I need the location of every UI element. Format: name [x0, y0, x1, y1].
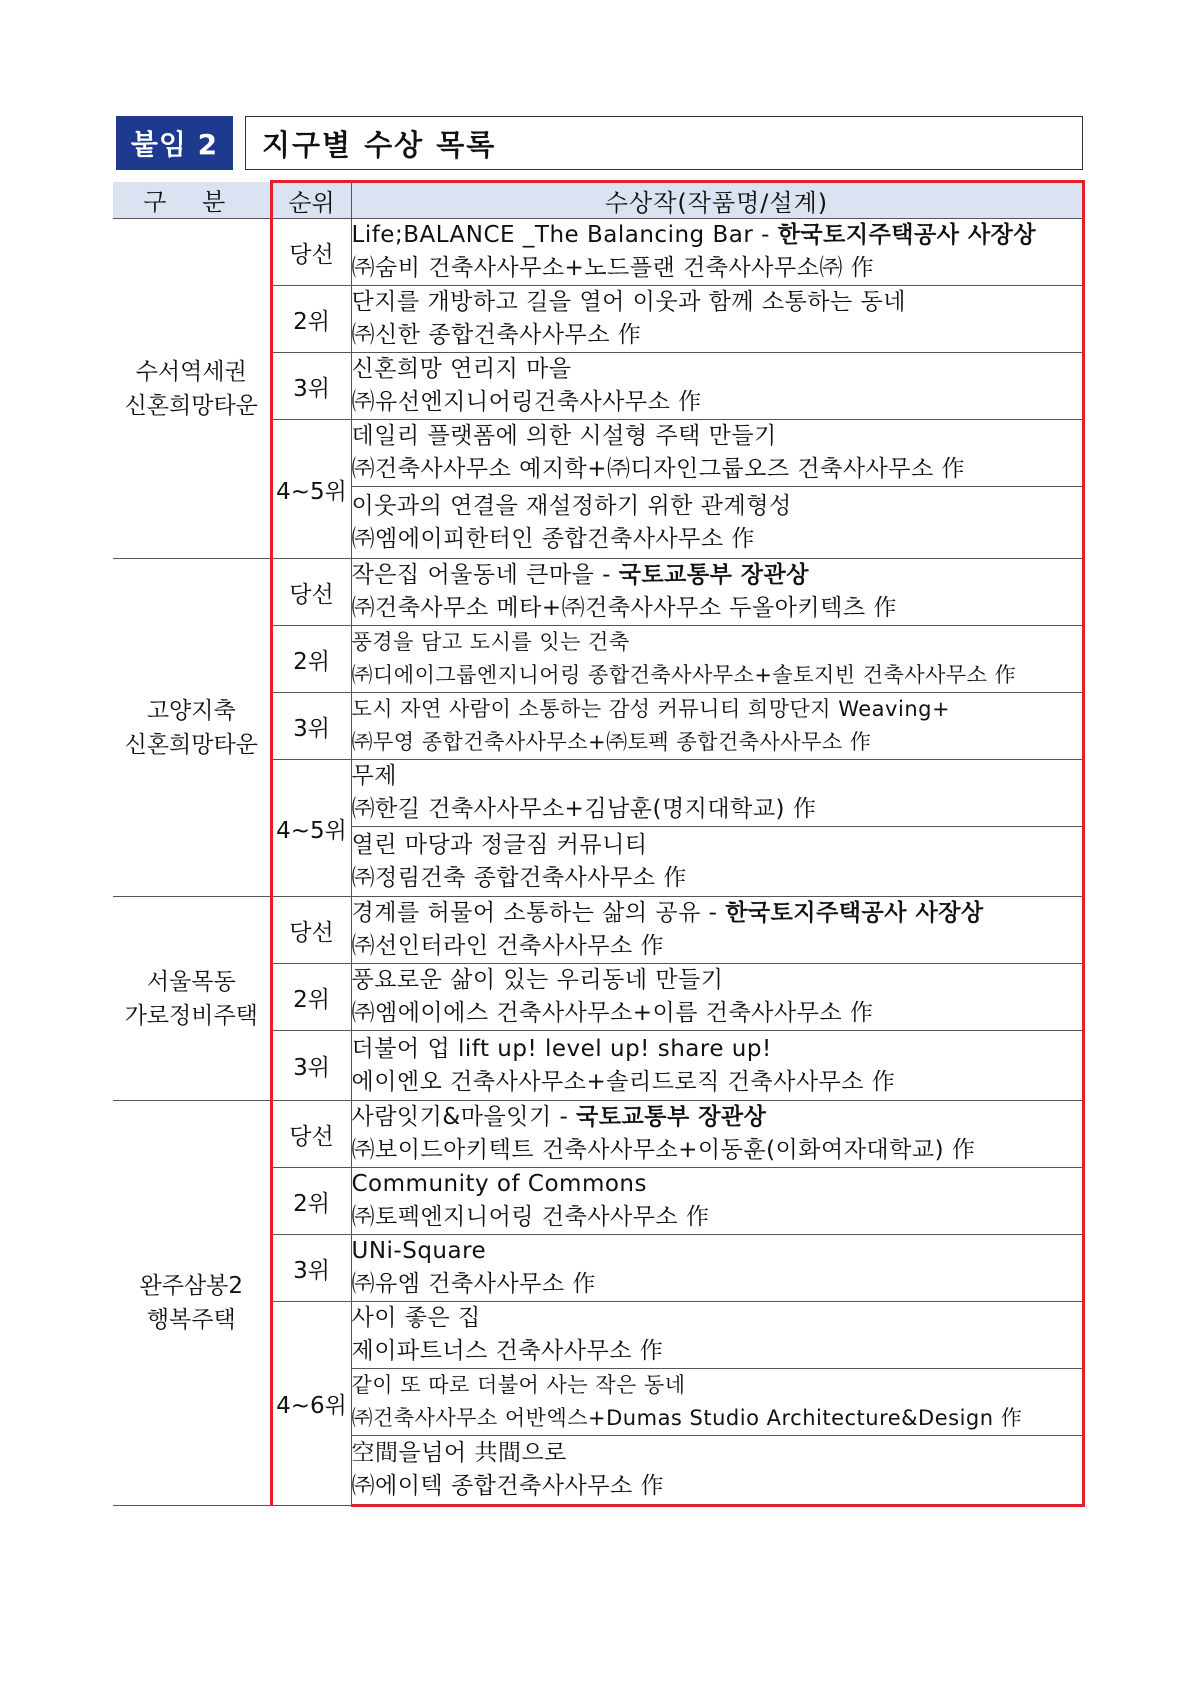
work-designer: ㈜정림건축 종합건축사사무소 作	[351, 864, 687, 891]
work-title: 데일리 플랫폼에 의한 시설형 주택 만들기	[351, 423, 777, 449]
table-row	[113, 1101, 1083, 1168]
award-name: 국토교통부 장관상	[618, 562, 809, 588]
award-name: 국토교통부 장관상	[576, 1104, 767, 1130]
work-title: UNi-Square	[351, 1238, 487, 1264]
work-designer: ㈜엠에이에스 건축사사무소+이름 건축사사무소 作	[351, 1000, 874, 1026]
page-header	[116, 116, 1083, 170]
column-header-work: 수상작(작품명/설계)	[351, 182, 1083, 219]
rank-cell: 4~6위	[271, 1302, 351, 1506]
work-designer: ㈜에이텍 종합건축사사무소 作	[351, 1473, 665, 1499]
work-designer: ㈜엠에이피한터인 종합건축사사무소 作	[351, 525, 755, 552]
work-cell	[351, 1101, 1083, 1168]
work-title: 풍요로운 삶이 있는 우리동네 만들기	[351, 967, 724, 993]
work-cell	[351, 420, 1083, 487]
work-title: 무제	[351, 763, 397, 789]
rank-cell: 2위	[271, 1168, 351, 1235]
division-name: 수서역세권	[135, 358, 247, 385]
attachment-badge: 붙임 2	[116, 116, 233, 170]
work-title: 더불어 업 lift up! level up! share up!	[351, 1035, 772, 1062]
work-cell	[351, 827, 1083, 897]
rank-cell: 4~5위	[271, 760, 351, 897]
work-cell	[351, 1235, 1083, 1302]
rank-cell: 4~5위	[271, 420, 351, 559]
work-designer: ㈜건축사사무소 어반엑스+Dumas Studio Architecture&Design 作	[351, 1406, 1023, 1430]
work-title: 단지를 개방하고 길을 열어 이웃과 함께 소통하는 동네	[351, 289, 906, 315]
work-cell	[351, 897, 1083, 964]
work-title: 사람잇기&마을잇기 -	[351, 1104, 577, 1130]
rank-cell: 당선	[271, 559, 351, 626]
division-cell	[113, 897, 271, 1101]
column-header-division: 구 분	[113, 182, 271, 219]
work-designer: ㈜보이드아키텍트 건축사사무소+이동훈(이화여자대학교) 作	[351, 1137, 976, 1163]
awards-table	[113, 180, 1085, 1507]
award-name: 한국토지주택공사 사장상	[725, 900, 984, 926]
division-type: 행복주택	[146, 1307, 236, 1333]
division-type: 가로정비주택	[124, 1002, 258, 1029]
work-designer: ㈜디에이그룹엔지니어링 종합건축사사무소+솔토지빈 건축사사무소 作	[351, 663, 1017, 687]
work-title: 사이 좋은 집	[351, 1305, 481, 1331]
rank-cell: 당선	[271, 897, 351, 964]
work-title: 도시 자연 사람이 소통하는 감성 커뮤니티 희망단지 Weaving+	[351, 697, 951, 721]
rank-cell: 3위	[271, 353, 351, 420]
work-title: 空間을넘어 共間으로	[351, 1440, 567, 1466]
column-header-rank: 순위	[271, 182, 351, 219]
work-designer: ㈜건축사사무소 예지학+㈜디자인그룹오즈 건축사사무소 作	[351, 456, 966, 482]
work-cell	[351, 693, 1083, 760]
work-cell	[351, 1031, 1083, 1101]
work-cell	[351, 559, 1083, 626]
work-cell	[351, 1168, 1083, 1235]
rank-cell: 당선	[271, 219, 351, 286]
work-title: 경계를 허물어 소통하는 삶의 공유 -	[351, 900, 726, 926]
work-cell	[351, 286, 1083, 353]
work-cell	[351, 760, 1083, 827]
work-designer: 에이엔오 건축사사무소+솔리드로직 건축사사무소 作	[351, 1068, 896, 1095]
work-title: 열린 마당과 정글짐 커뮤니티	[351, 831, 648, 858]
rank-cell: 3위	[271, 693, 351, 760]
work-title: 이웃과의 연결을 재설정하기 위한 관계형성	[351, 492, 792, 519]
work-cell	[351, 219, 1083, 286]
rank-cell: 3위	[271, 1235, 351, 1302]
rank-cell: 2위	[271, 626, 351, 693]
work-designer: 제이파트너스 건축사사무소 作	[351, 1338, 664, 1364]
work-cell	[351, 1369, 1083, 1436]
work-cell	[351, 1302, 1083, 1369]
rank-cell: 2위	[271, 286, 351, 353]
work-title: 풍경을 담고 도시를 잇는 건축	[351, 630, 630, 654]
work-designer: ㈜선인터라인 건축사사무소 作	[351, 933, 665, 959]
work-designer: ㈜숨비 건축사사무소+노드플랜 건축사사무소㈜ 作	[351, 255, 875, 281]
page-title: 지구별 수상 목록	[245, 116, 1083, 170]
rank-cell: 3위	[271, 1031, 351, 1101]
work-designer: ㈜건축사무소 메타+㈜건축사사무소 두올아키텍츠 作	[351, 595, 897, 621]
division-name: 완주삼봉2	[139, 1273, 243, 1299]
table-row	[113, 219, 1083, 286]
rank-cell: 2위	[271, 964, 351, 1031]
division-type: 신혼희망타운	[124, 731, 258, 758]
work-cell	[351, 626, 1083, 693]
work-cell	[351, 1436, 1083, 1506]
work-designer: ㈜한길 건축사사무소+김남훈(명지대학교) 作	[351, 796, 817, 822]
award-name: 한국토지주택공사 사장상	[777, 222, 1037, 248]
work-cell	[351, 964, 1083, 1031]
rank-cell: 당선	[271, 1101, 351, 1168]
division-name: 고양지축	[146, 697, 236, 724]
work-cell	[351, 353, 1083, 420]
work-designer: ㈜유선엔지니어링건축사사무소 作	[351, 389, 702, 415]
work-designer: ㈜유엠 건축사사무소 作	[351, 1271, 596, 1297]
division-cell	[113, 219, 271, 559]
work-designer: ㈜신한 종합건축사사무소 作	[351, 322, 642, 348]
table-header-row	[113, 182, 1083, 219]
division-cell	[113, 559, 271, 897]
table-row	[113, 897, 1083, 964]
work-cell	[351, 487, 1083, 559]
work-designer: ㈜토펙엔지니어링 건축사사무소 作	[351, 1204, 710, 1230]
work-title: 같이 또 따로 더불어 사는 작은 동네	[351, 1373, 686, 1397]
work-title: Life;BALANCE _The Balancing Bar -	[351, 222, 778, 248]
division-type: 신혼희망타운	[124, 392, 258, 419]
division-name: 서울목동	[146, 968, 236, 995]
work-designer: ㈜무영 종합건축사사무소+㈜토펙 종합건축사사무소 作	[351, 730, 872, 754]
division-cell	[113, 1101, 271, 1506]
work-title: 작은집 어울동네 큰마을 -	[351, 562, 619, 588]
table-row	[113, 559, 1083, 626]
work-title: Community of Commons	[351, 1171, 647, 1197]
work-title: 신혼희망 연리지 마을	[351, 356, 572, 382]
